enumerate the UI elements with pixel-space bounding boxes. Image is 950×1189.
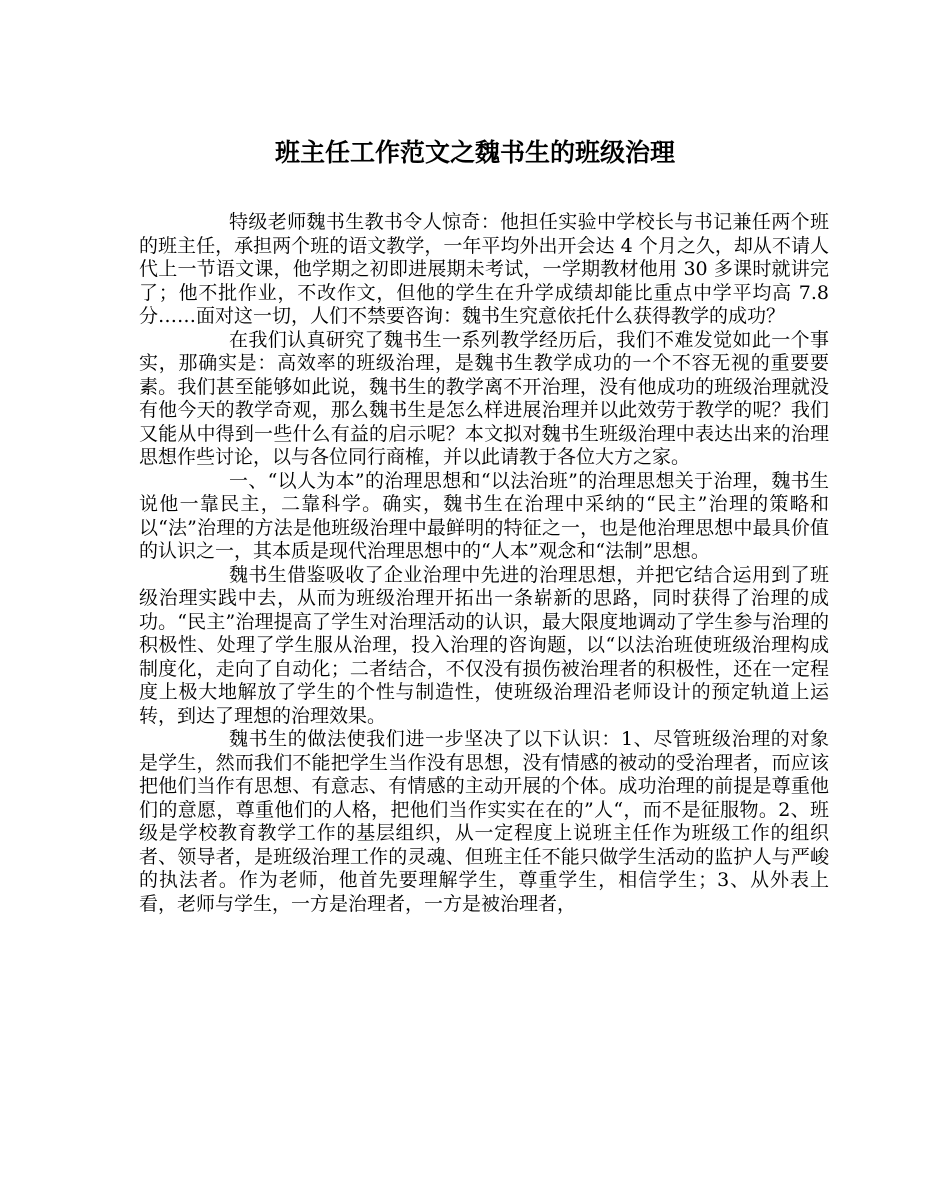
paragraph: 魏书生的做法使我们进一步坚决了以下认识：1、尽管班级治理的对象是学生，然而我们不能把学生当作没有思想，没有情感的被动的受治理者，而应该把他们当作有思想、有意志、有情感的主动开展的个体。成功治理的前提是尊重他们的意愿，尊重他们的人格，把他们当作实实在在的”人“，而不是征服物。2、班级是学校教育教学工作的基层组织，从一定程度上说班主任作为班级工作的组织者、领导者，是班级治理工作的灵魂、但班主任不能只做学生活动的监护人与严峻的执法者。作为老师，他首先要理解学生，尊重学生，相信学生；3、从外表上看，老师与学生，一方是治理者，一方是被治理者， bbox=[139, 728, 829, 915]
paragraph: 魏书生借鉴吸收了企业治理中先进的治理思想，并把它结合运用到了班级治理实践中去，从而为班级治理开拓出一条崭新的思路，同时获得了治理的成功。“民主”治理提高了学生对治理活动的认识，最大限度地调动了学生参与治理的积极性、处理了学生服从治理，投入治理的咨询题，以“以法治班使班级治理构成制度化，走向了自动化；二者结合，不仅没有损伤被治理者的积极性，还在一定程度上极大地解放了学生的个性与制造性，使班级治理沿老师设计的预定轨道上运转，到达了理想的治理效果。 bbox=[139, 563, 829, 727]
paragraph: 在我们认真研究了魏书生一系列教学经历后，我们不难发觉如此一个事实，那确实是：高效率的班级治理，是魏书生教学成功的一个不容无视的重要要素。我们甚至能够如此说，魏书生的教学离不开治理，没有他成功的班级治理就没有他今天的教学奇观，那么魏书生是怎么样进展治理并以此效劳于教学的呢？我们又能从中得到一些什么有益的启示呢？本文拟对魏书生班级治理中表达出来的治理思想作些讨论，以与各位同行商榷，并以此请教于各位大方之家。 bbox=[139, 328, 829, 468]
paragraph: 一、“以人为本”的治理思想和“以法治班”的治理思想关于治理，魏书生说他一靠民主，二靠科学。确实，魏书生在治理中采纳的“民主”治理的策略和以“法”治理的方法是他班级治理中最鲜明的特征之一，也是他治理思想中最具价值的认识之一，其本质是现代治理思想中的“人本”观念和“法制”思想。 bbox=[139, 469, 829, 562]
document-title: 班主任工作范文之魏书生的班级治理 bbox=[274, 138, 675, 167]
document-body bbox=[139, 211, 829, 916]
paragraph: 特级老师魏书生教书令人惊奇：他担任实验中学校长与书记兼任两个班的班主任，承担两个班的语文教学，一年平均外出开会达 4 个月之久，却从不请人代上一节语文课，他学期之初即进展期未考试，一学期教材他用 30 多课时就讲完了；他不批作业，不改作文，但他的学生在升学成绩却能比重点中学平均高 7.8 分……面对这一切，人们不禁要咨询：魏书生究意依托什么获得教学的成功？ bbox=[139, 211, 829, 327]
